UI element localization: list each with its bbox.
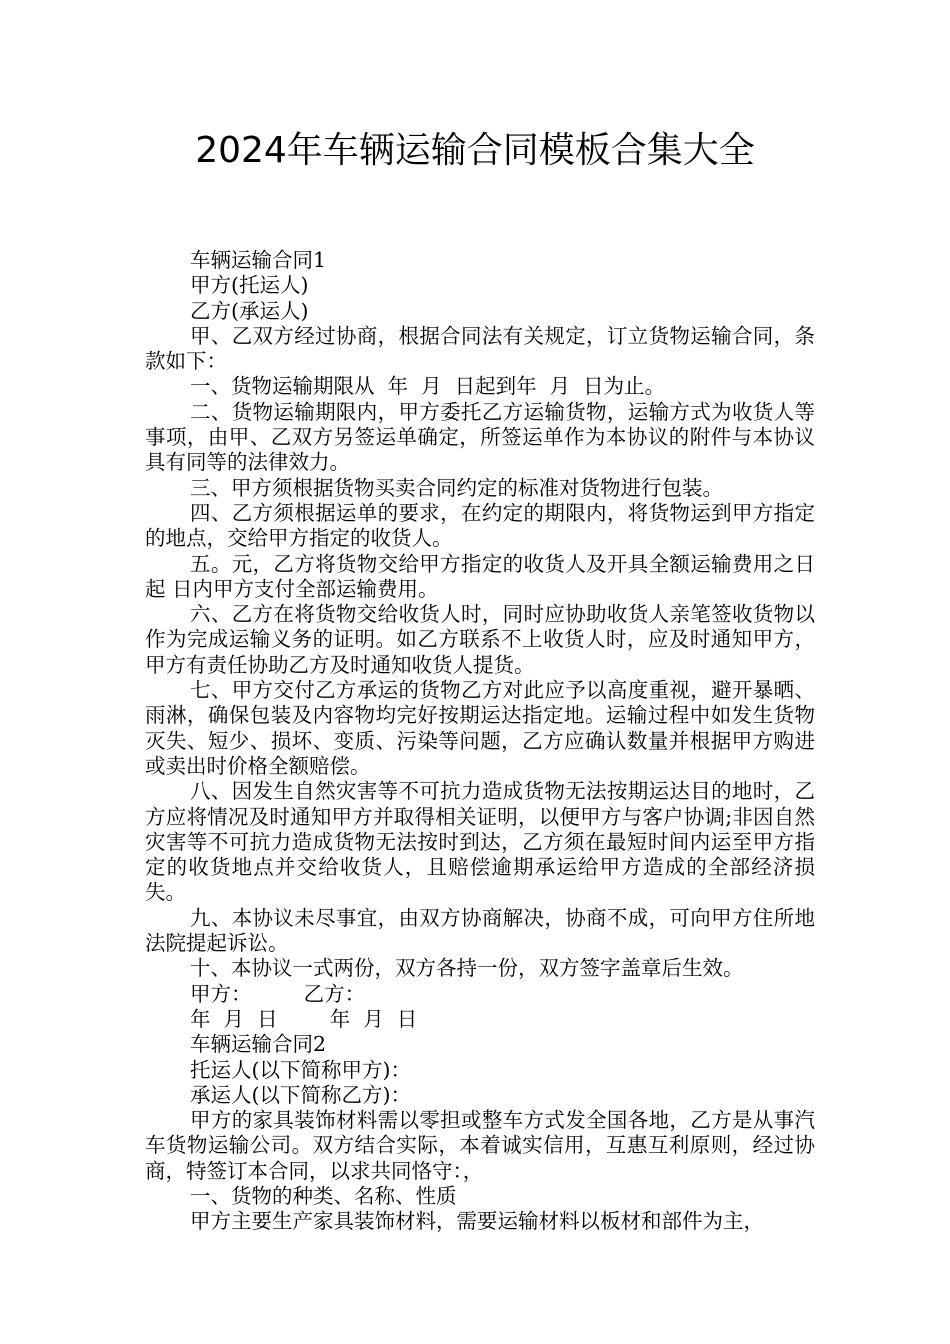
paragraph-contract-2-preamble: 甲方的家具装饰材料需以零担或整车方式发全国各地，乙方是从事汽车货物运输公司。双方结合实际，本着诚实信用，互惠互利原则，经过协商，特签订本合同，以求共同恪守：， (145, 1108, 815, 1183)
document-body (145, 248, 815, 1235)
paragraph-clause-9: 九、本协议未尽事宜，由双方协商解决，协商不成，可向甲方住所地法院提起诉讼。 (145, 905, 815, 956)
paragraph-preamble: 甲、乙双方经过协商，根据合同法有关规定，订立货物运输合同，条款如下： (145, 323, 815, 374)
paragraph-contract-2-heading: 车辆运输合同2 (190, 1032, 327, 1057)
paragraph-clause-5: 五。元，乙方将货物交给甲方指定的收货人及开具全额运输费用之日起 日内甲方支付全部运输费用。 (145, 551, 815, 601)
paragraph-clause-8: 八、因发生自然灾害等不可抗力造成货物无法按期运达目的地时，乙方应将情况及时通知甲方并取得相关证明，以便甲方与客户协调;非因自然灾害等不可抗力造成货物无法按时到达，乙方须在最短时间内运至甲方指定的收货地点并交给收货人，且赔偿逾期承运给甲方造成的全部经济损失。 (145, 779, 815, 905)
paragraph-clause-7: 七、甲方交付乙方承运的货物乙方对此应予以高度重视，避开暴晒、雨淋，确保包装及内容物均完好按期运达指定地。运输过程中如发生货物灭失、短少、损坏、变质、污染等问题，乙方应确认数量并根据甲方购进或卖出时价格全额赔偿。 (145, 678, 815, 778)
paragraph-clause-3: 三、甲方须根据货物买卖合同约定的标准对货物进行包装。 (190, 475, 723, 500)
paragraph-party-b: 乙方(承运人) (190, 298, 309, 323)
paragraph-clause-6: 六、乙方在将货物交给收货人时，同时应协助收货人亲笔签收货物以作为完成运输义务的证明。如乙方联系不上收货人时，应及时通知甲方，甲方有责任协助乙方及时通知收货人提货。 (145, 602, 815, 677)
paragraph-clause-2: 二、货物运输期限内，甲方委托乙方运输货物，运输方式为收货人等事项，由甲、乙双方另签运单确定，所签运单作为本协议的附件与本协议具有同等的法律效力。 (145, 399, 815, 475)
paragraph-clause-10: 十、本协议一式两份，双方各持一份，双方签字盖章后生效。 (190, 956, 744, 981)
paragraph-party-a: 甲方(托运人) (190, 273, 309, 298)
paragraph-signature-dates: 年 月 日 年 月 日 (190, 1006, 418, 1031)
paragraph-clause-1: 一、货物运输期限从 年 月 日起到年 月 日为止。 (190, 374, 666, 399)
paragraph-carrier: 承运人(以下简称乙方)： (190, 1082, 411, 1107)
paragraph-signatures: 甲方： 乙方： (190, 981, 366, 1006)
paragraph-shipper: 托运人(以下简称甲方)： (190, 1057, 411, 1082)
paragraph-clause-4: 四、乙方须根据运单的要求，在约定的期限内，将货物运到甲方指定的地点，交给甲方指定的收货人。 (145, 500, 815, 551)
paragraph-goods-description: 甲方主要生产家具装饰材料，需要运输材料以板材和部件为主， (190, 1209, 764, 1234)
document-title: 2024年车辆运输合同模板合集大全 (195, 130, 755, 171)
paragraph-goods-heading: 一、货物的种类、名称、性质 (190, 1183, 457, 1208)
paragraph-contract-1-heading: 车辆运输合同1 (190, 248, 327, 272)
